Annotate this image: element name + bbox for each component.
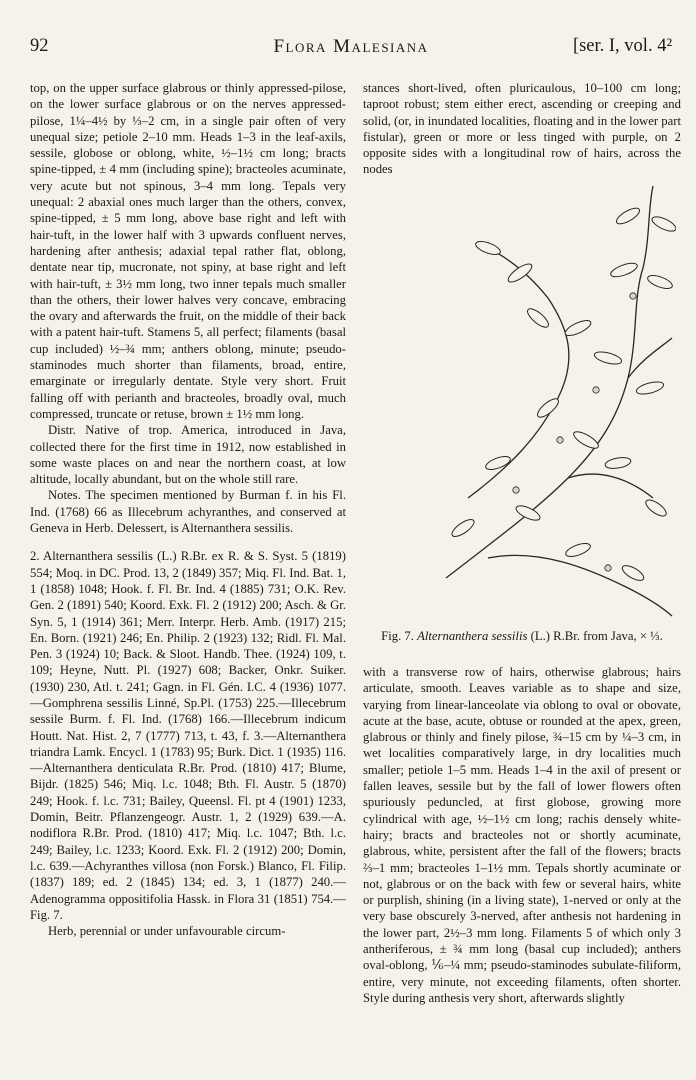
leaf [525, 306, 551, 330]
description-paragraph: top, on the upper surface glabrous or thinly appressed-pilose, on the lower surface glabrous or on the nerves appressed-pilose, 1¼–4½ by ⅓–2 cm, in a single pair often of very unequal size; petiole 2–10 mm. Heads 1–3 in the leaf-axils, sessile, globose or oblong, white, ½–1½ cm long; bracts spine-tipped, ± 4 mm (including spine); bracteoles acuminate, very acute but not spinous, 3–4 mm long. Tepals very unequal: 2 abaxial ones much larger than the others, convex, spine-tipped, ± 5 mm long, above base right and left with hair-tuft, in the lower half with 3 upwards confluent nerves, hardening after anthesis; adaxial tepal rather flat, oblong, dentate near tip, mucronate, not spiny, at base right and left with hair-tuft, ± 3½ mm long, two inner tepals much smaller than the others, their lower halves very concave, embracing the ovary and afterwards the fruit, on the middle of their back with a patent hair-tuft. Stamens 5, all perfect; filaments (basal cup included) ½–¾ mm; anthers oblong, minute; pseudo-staminodes much shorter than filaments, broad, entire, emarginate or irregularly dentate. Style very short. Fruit falling off with perianth and bracteoles, broadly oval, much compressed, truncate or retuse, brown ± 1½ mm long. [30, 81, 346, 421]
right-column-bottom [363, 664, 681, 1006]
flower-head [557, 437, 563, 443]
stem-branch-left [468, 248, 569, 498]
flower-head [605, 565, 611, 571]
distribution-paragraph: Distr. Native of trop. America, introduced in Java, collected there for the first time in 1912, now established in some waste places on and near the northern coast, at low altitude, locally abundant, but on the whole still rare. [30, 423, 346, 487]
leaf [593, 350, 623, 367]
flower-head [630, 293, 636, 299]
page-header [30, 36, 672, 62]
running-title: Flora Malesiana [273, 36, 429, 57]
leaf [650, 214, 676, 234]
leaf [643, 497, 668, 519]
plant-illustration [428, 178, 676, 622]
leaf [563, 318, 593, 339]
habit-text: stances short-lived, often pluricaulous, 10–100 cm long; taproot robust; stem either erect, ascending or creeping and solid, (or, in inundated localities, floating and in the lower part fistular), green or more or less tinged with purple, on 2 opposite sides with a longitudinal row of hairs, across the nodes [363, 81, 681, 177]
leaf [564, 541, 592, 559]
leaf [604, 456, 631, 470]
page-number: 92 [30, 36, 49, 56]
figure-caption [372, 628, 672, 644]
figure-caption-rest: (L.) R.Br. from Java, × ⅓. [530, 629, 663, 643]
leaf [449, 516, 476, 539]
leaf [614, 205, 642, 227]
leaf [571, 429, 600, 452]
leaf [646, 273, 674, 291]
series-volume: [ser. I, vol. 4² [572, 36, 672, 56]
leaf [635, 380, 665, 397]
species-entry: 2. Alternanthera sessilis (L.) R.Br. ex R. & S. Syst. 5 (1819) 554; Moq. in DC. Prod. 13, 2 (1849) 357; Miq. Fl. Ind. Bat. 1, 1 (1858) 1048; Hook. f. Fl. Br. Ind. 4 (1885) 731; O.K. Rev. Gen. 2 (1891) 540; Koord. Exk. Fl. 2 (1912) 200; Asch. & Gr. Syn. 5, 1 (1914) 361; Merr. Interpr. Herb. Amb. (1917) 215; En. Born. (1921) 246; En. Philip. 2 (1923) 132; Ridl. Fl. Mal. Pen. 3 (1924) 10; Back. & Sloot. Handb. Thee. (1924) 109, t. 109; Heyne, Nutt. Pl. (1927) 608; Backer, Onkr. Suiker. (1930) 230, Atl. t. 241; Gagn. in Fl. Gén. I.C. 4 (1936) 1077.—Gomphrena sessilis Linné, Sp.Pl. (1753) 225.—Illecebrum sessile Burm. f. Fl. Ind. (1768) 166.—Illecebrum indicum Houtt. Nat. Hist. 2, 7 (1777) 713, t. 43, f. 3.—Alternanthera triandra Lamk. Encycl. 1 (1783) 95; Burk. Dict. 1 (1935) 116.—Alternanthera denticulata R.Br. Prod. (1810) 417; Blume, Bijdr. (1825) 546; Miq. l.c. 1048; Bth. Fl. Austr. 5 (1870) 249; Hook. f. l.c. 731; Bailey, Queensl. Fl. pt 4 (1901) 1233, Domin, Beitr. Pflanzengeogr. Austr. 1, 2 (1929) 639.—A. nodiflora R.Br. Prod. (1810) 417; Miq. l.c. 1047; Bth. l.c. 249; Bailey, l.c. 1233; Koord. Exk. Fl. 2 (1912) 200; Domin, l.c. 639.—Achyranthes villosa (non Forsk.) Blanco, Fl. Filip. (1837) 189; ed. 2 (1845) 134; ed. 3, 1 (1877) 240.—Adenogramma oppositifolia Hassk. in Flora 31 (1851) 754.—Fig. 7. [30, 549, 346, 922]
notes-paragraph: Notes. The specimen mentioned by Burman f. in his Fl. Ind. (1768) 66 as Illecebrum achyranthes, and conserved at Geneva in Herb. Delessert, is Alternanthera sessilis. [30, 488, 346, 536]
leaf [609, 261, 639, 280]
stem-branch-upper [628, 338, 672, 378]
flower-head [513, 487, 519, 493]
figure-label: Fig. 7. [381, 629, 414, 643]
flower-head [593, 387, 599, 393]
herb-paragraph: Herb, perennial or under unfavourable circum- [48, 924, 286, 939]
left-column [30, 80, 346, 939]
figure-species: Alternanthera sessilis [417, 629, 528, 643]
leaf [506, 261, 535, 285]
leaf [474, 239, 502, 257]
morphology-text: with a transverse row of hairs, otherwise glabrous; hairs articulate, smooth. Leaves variable as to shape and size, varying from linear-lanceolate via oblong to oval or obovate, acute at the base, acute, obtuse or rounded at the apex, green, glabrous or thinly and finely pilose, ¾–15 cm by ¼–3 cm, in wet localities comparatively large, in dry localities much smaller; petiole 1–5 mm. Heads 1–4 in the axil of present or fallen leaves, sessile but by the fall of lower flowers often spuriously peduncled, at first globose, growing more cylindrical with age, ½–1½ cm long; rachis densely white-hairy; bracts and bracteoles not or shortly acuminate, glabrous, white, persistent after the fall of the flowers; bracts ⅔–1 mm; bracteoles 1–1½ mm. Tepals shortly acuminate or not, glabrous or on the back with few or several hairs, white or purplish, shining (in a living state), 1-nerved or only at the very base obscurely 3-nerved, after anthesis not hardening in the lower part, 2½–3 mm long. Filaments 5 of which only 3 antheriferous, ± ¾ mm long (basal cup included); anthers oval-oblong, ⅙–¼ mm; pseudo-staminodes subulate-filiform, entire, very minute, not exceeding filaments, often shorter. Style during anthesis very short, afterwards slightly [363, 665, 681, 1005]
right-column-top [363, 80, 681, 178]
leaf [620, 563, 646, 584]
stem-branch-lower [488, 555, 672, 616]
leaf [484, 454, 512, 472]
stem-branch-right [568, 474, 653, 498]
